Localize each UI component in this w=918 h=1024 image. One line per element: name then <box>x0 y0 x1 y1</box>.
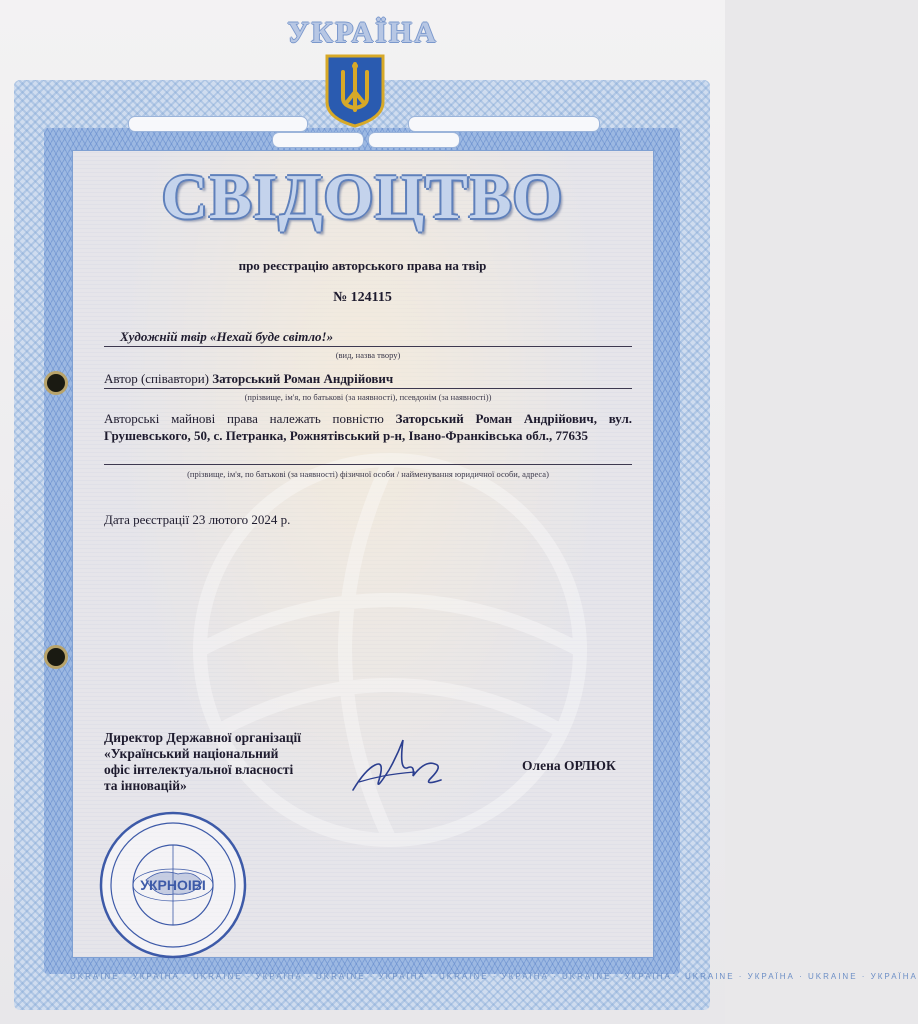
rights-paragraph <box>104 410 632 444</box>
author-caption: (прізвище, ім'я, по батькові (за наявності), псевдонім (за наявності)) <box>244 392 492 402</box>
position-line: Директор Державної організації <box>104 730 301 745</box>
registration-date: Дата реєстрації 23 лютого 2024 р. <box>104 512 291 527</box>
country-heading: УКРАЇНА <box>287 16 438 49</box>
position-line: «Український національний <box>104 746 279 761</box>
rights-caption: (прізвище, ім'я, по батькові (за наявності) фізичної особи / найменування юридичної особи, адреса) <box>187 469 549 479</box>
work-title-value: Художній твір «Нехай буде світло!» <box>120 329 334 344</box>
certificate-title: СВІДОЦТВО <box>161 161 564 232</box>
certificate-number: № 124115 <box>333 290 392 305</box>
author-underline <box>104 388 632 389</box>
ribbon-left <box>128 116 308 132</box>
official-seal-stamp <box>98 810 248 960</box>
author-row <box>104 371 393 387</box>
handwritten-signature <box>345 730 455 800</box>
author-label: Автор (співавтори) <box>104 371 209 386</box>
ribbon-right <box>408 116 600 132</box>
work-underline <box>104 346 632 347</box>
position-line: офіс інтелектуальної власності <box>104 762 294 777</box>
ribbon-left-lower <box>272 132 364 148</box>
trident-coat-of-arms-icon <box>323 52 387 128</box>
binding-hole-bottom <box>47 648 65 666</box>
binding-hole-top <box>47 374 65 392</box>
position-line: та інновацій» <box>104 778 187 793</box>
rights-holder-value: Заторський Роман Андрійович, вул. Грушевського, 50, с. Петранка, Рожнятівський р-н, Івано-Франківська обл., 77635 <box>104 411 633 443</box>
seal-center-text: УКРНОІВІ <box>140 877 206 893</box>
work-caption: (вид, назва твору) <box>335 350 401 360</box>
border-microtext: UKRAINE · УКРАЇНА · UKRAINE · УКРАЇНА · UKRAINE · УКРАЇНА · UKRAINE · УКРАЇНА · UKRAINE · УКРАЇНА · UKRAINE · УКРАЇНА · UKRAINE · УКРАЇНА <box>70 972 918 981</box>
rights-underline <box>104 464 632 465</box>
signatory-name: Олена ОРЛЮК <box>522 758 616 773</box>
author-value: Заторський Роман Андрійович <box>212 371 394 386</box>
ribbon-right-lower <box>368 132 460 148</box>
certificate-subtitle: про реєстрацію авторського права на твір <box>238 258 487 273</box>
rights-label: Авторські майнові права належать повністю <box>104 411 384 426</box>
signatory-position <box>104 730 354 794</box>
